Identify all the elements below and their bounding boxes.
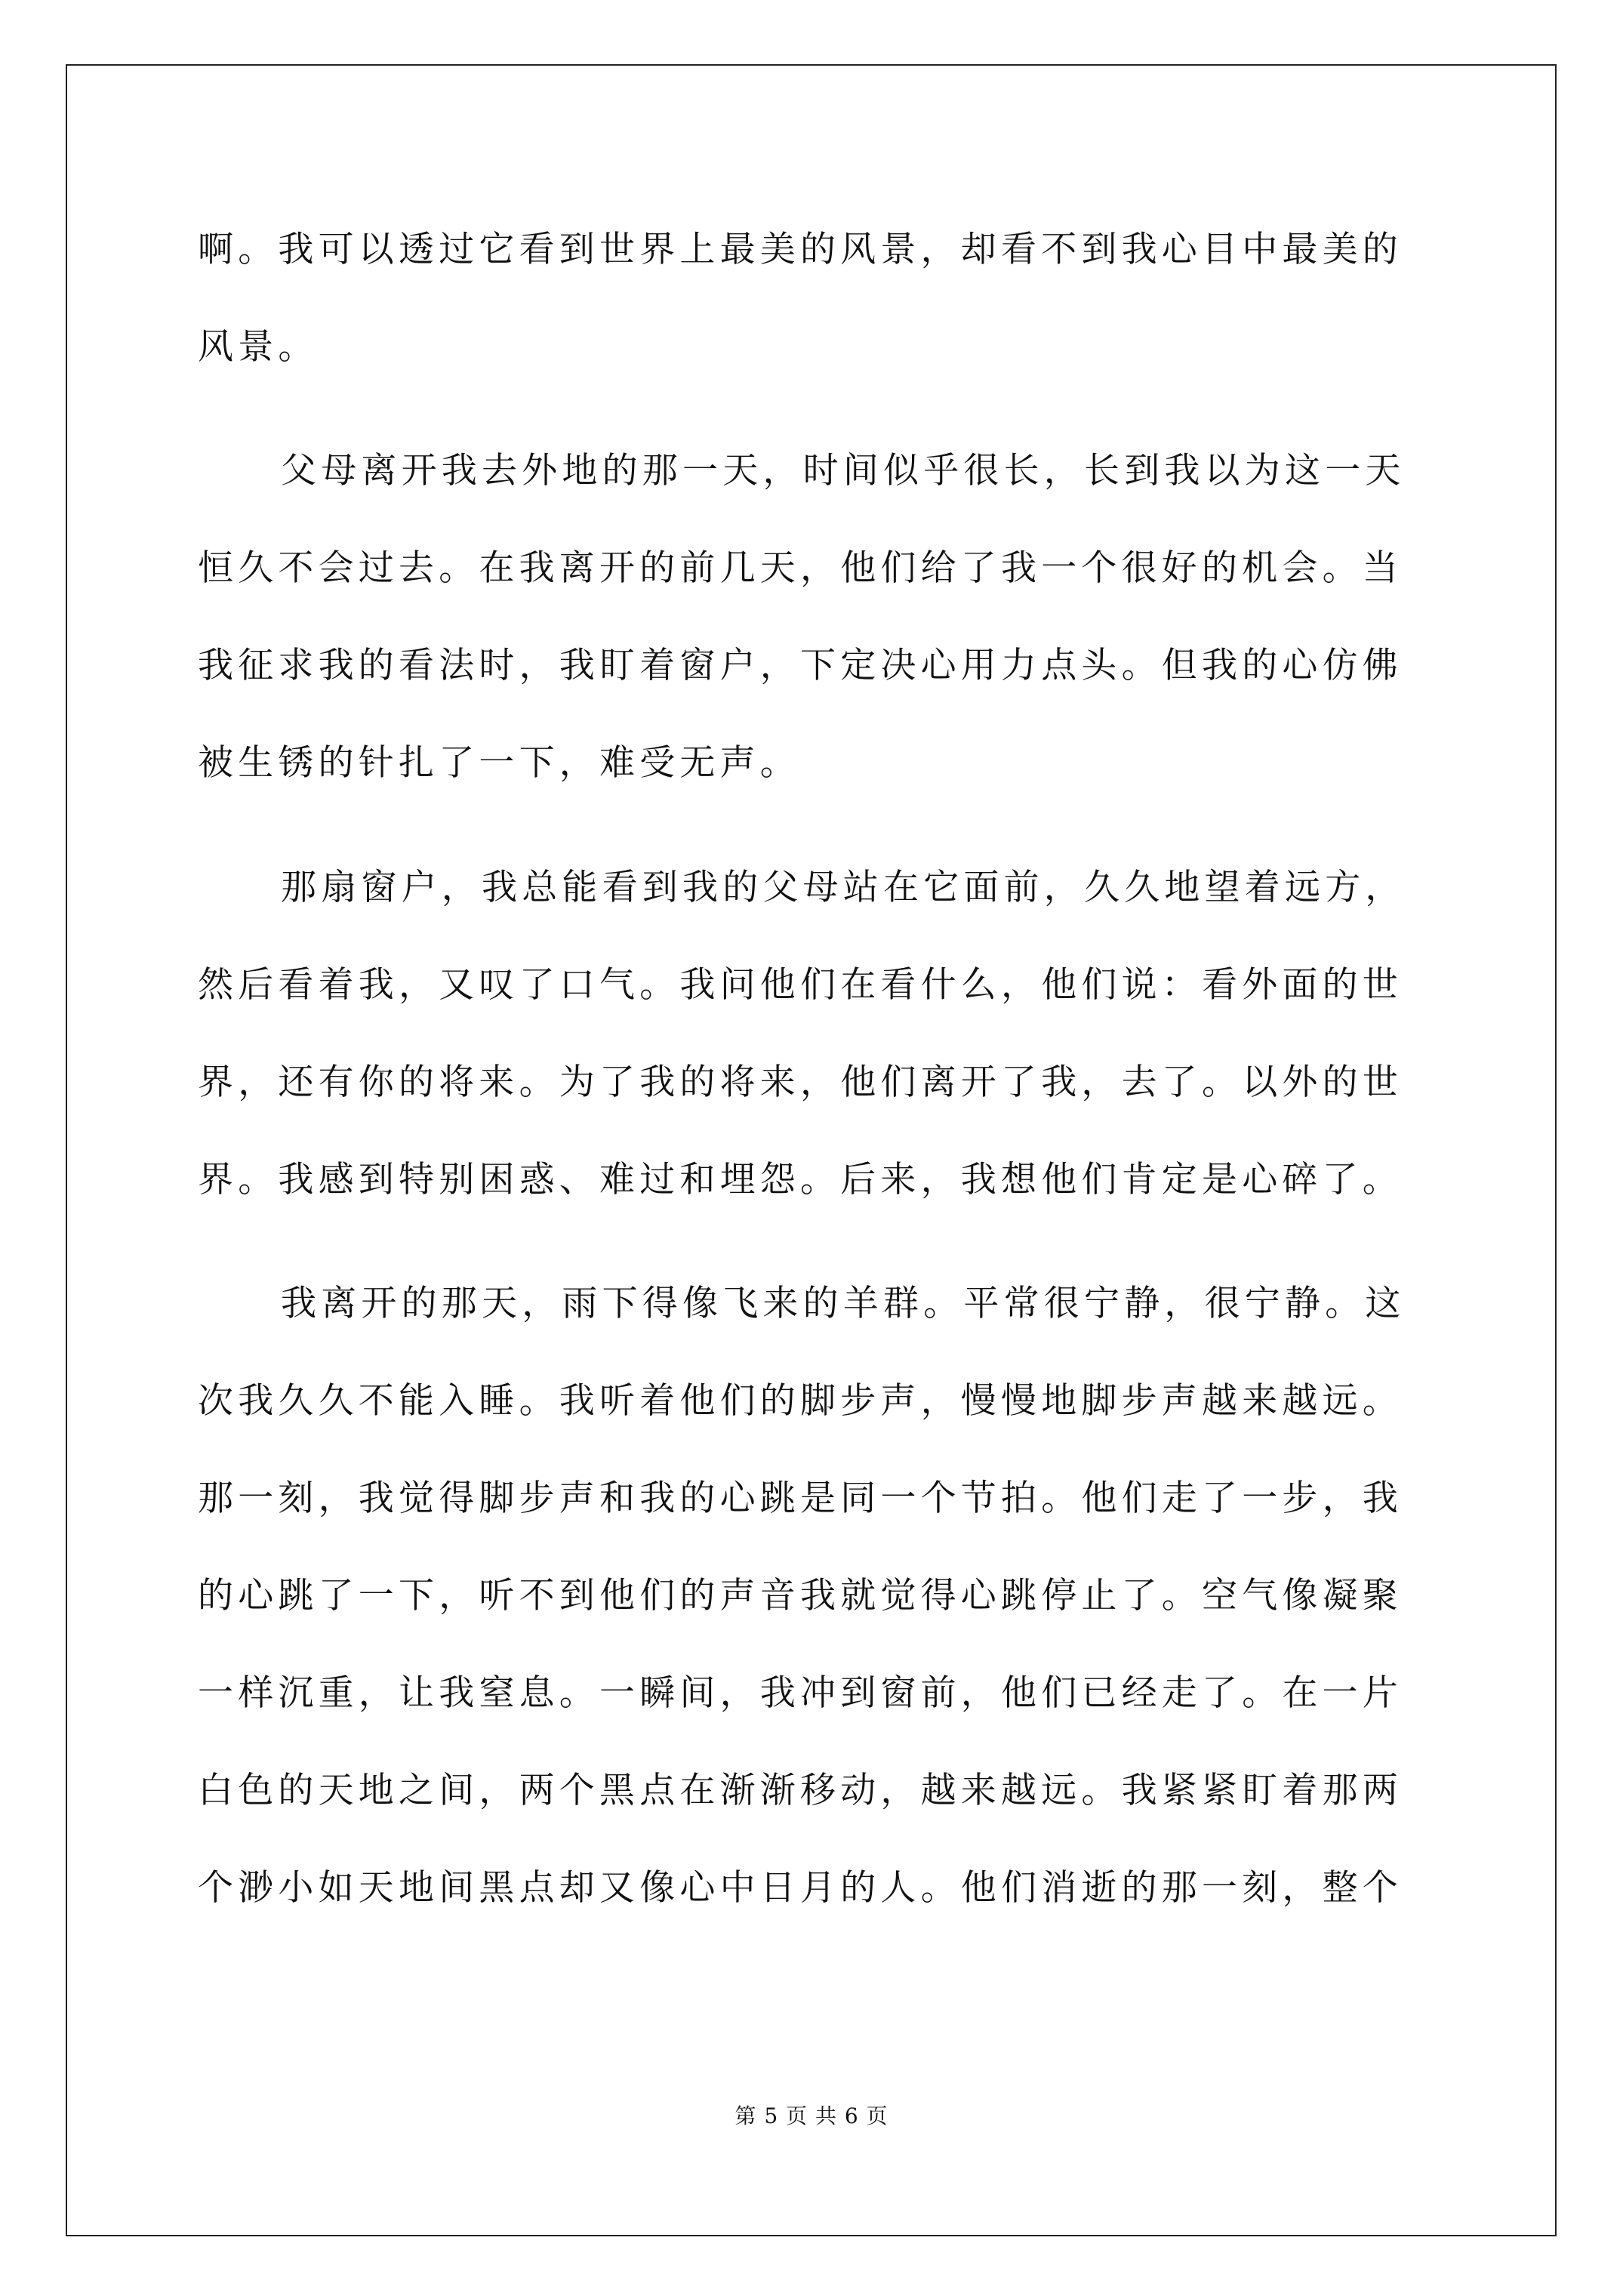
page-number: 第 5 页 共 6 页: [735, 2103, 888, 2128]
text-line-3: 父母离开我去外地的那一天，时间似乎很长，长到我以为这一天: [281, 450, 1406, 492]
text-line-4: 恒久不会过去。在我离开的前几天，他们给了我一个很好的机会。当: [198, 547, 1403, 589]
text-line-5: 我征求我的看法时，我盯着窗户，下定决心用力点头。但我的心仿佛: [198, 645, 1403, 686]
text-line-16: 白色的天地之间，两个黑点在渐渐移动，越来越远。我紧紧盯着那两: [198, 1770, 1403, 1811]
text-line-1: 啊。我可以透过它看到世界上最美的风景，却看不到我心目中最美的: [198, 229, 1403, 270]
text-line-11: 我离开的那天，雨下得像飞来的羊群。平常很宁静，很宁静。这: [281, 1283, 1406, 1324]
text-line-10: 界。我感到特别困惑、难过和埋怨。后来，我想他们肯定是心碎了。: [198, 1159, 1403, 1200]
text-line-8: 然后看着我，又叹了口气。我问他们在看什么，他们说：看外面的世: [198, 964, 1403, 1006]
text-line-7: 那扇窗户，我总能看到我的父母站在它面前，久久地望着远方，: [281, 867, 1406, 908]
text-line-13: 那一刻，我觉得脚步声和我的心跳是同一个节拍。他们走了一步，我: [198, 1478, 1403, 1519]
text-line-12: 次我久久不能入睡。我听着他们的脚步声，慢慢地脚步声越来越远。: [198, 1380, 1403, 1422]
text-line-14: 的心跳了一下，听不到他们的声音我就觉得心跳停止了。空气像凝聚: [198, 1575, 1403, 1616]
text-line-6: 被生锈的针扎了一下，难受无声。: [198, 742, 800, 784]
text-line-17: 个渺小如天地间黑点却又像心中日月的人。他们消逝的那一刻，整个: [198, 1867, 1403, 1909]
text-line-15: 一样沉重，让我窒息。一瞬间，我冲到窗前，他们已经走了。在一片: [198, 1672, 1403, 1714]
text-line-2: 风景。: [198, 326, 319, 368]
text-line-9: 界，还有你的将来。为了我的将来，他们离开了我，去了。以外的世: [198, 1062, 1403, 1103]
